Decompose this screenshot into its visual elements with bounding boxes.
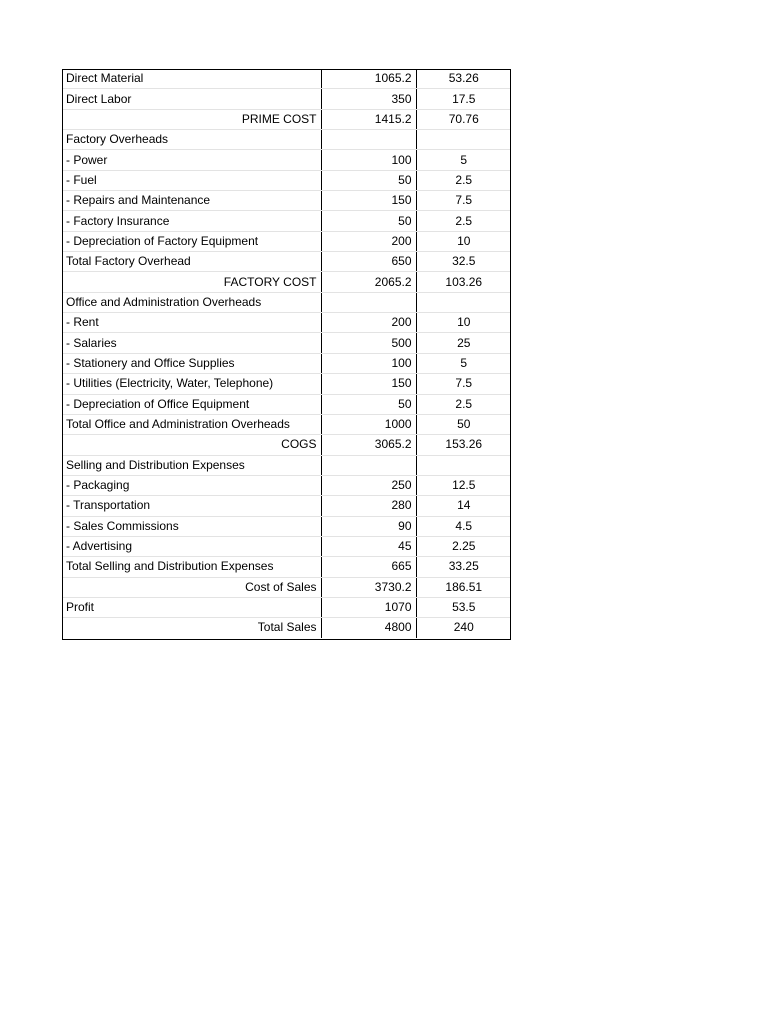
row-per-unit-cell: 53.26 bbox=[416, 69, 511, 89]
row-label-cell: Selling and Distribution Expenses bbox=[62, 455, 321, 475]
row-amount-cell: 45 bbox=[321, 536, 416, 556]
row-amount-cell: 90 bbox=[321, 516, 416, 536]
table-row bbox=[62, 618, 511, 638]
table-row bbox=[62, 211, 511, 231]
row-amount-cell: 250 bbox=[321, 475, 416, 495]
table-row bbox=[62, 109, 511, 129]
row-per-unit-cell: 7.5 bbox=[416, 374, 511, 394]
table-row bbox=[62, 577, 511, 597]
table-row bbox=[62, 130, 511, 150]
row-label-cell: - Advertising bbox=[62, 536, 321, 556]
row-amount-cell: 2065.2 bbox=[321, 272, 416, 292]
row-per-unit-cell: 5 bbox=[416, 150, 511, 170]
row-per-unit-cell: 2.5 bbox=[416, 170, 511, 190]
table-row bbox=[62, 89, 511, 109]
row-amount-cell: 50 bbox=[321, 170, 416, 190]
row-per-unit-cell: 70.76 bbox=[416, 109, 511, 129]
table-row bbox=[62, 435, 511, 455]
row-per-unit-cell: 153.26 bbox=[416, 435, 511, 455]
row-per-unit-cell: 33.25 bbox=[416, 557, 511, 577]
row-per-unit-cell: 12.5 bbox=[416, 475, 511, 495]
row-amount-cell bbox=[321, 455, 416, 475]
row-per-unit-cell: 103.26 bbox=[416, 272, 511, 292]
row-amount-cell: 150 bbox=[321, 374, 416, 394]
row-per-unit-cell: 50 bbox=[416, 414, 511, 434]
table-row bbox=[62, 252, 511, 272]
row-label-cell: - Salaries bbox=[62, 333, 321, 353]
table-row bbox=[62, 170, 511, 190]
row-per-unit-cell: 53.5 bbox=[416, 597, 511, 617]
table-row bbox=[62, 475, 511, 495]
row-per-unit-cell bbox=[416, 292, 511, 312]
row-label-cell: - Rent bbox=[62, 313, 321, 333]
row-label-cell: - Repairs and Maintenance bbox=[62, 191, 321, 211]
row-label-cell: COGS bbox=[62, 435, 321, 455]
table-row bbox=[62, 191, 511, 211]
row-amount-cell: 280 bbox=[321, 496, 416, 516]
table-row bbox=[62, 353, 511, 373]
table-row bbox=[62, 313, 511, 333]
table-row bbox=[62, 292, 511, 312]
table-row bbox=[62, 150, 511, 170]
row-label-cell: - Sales Commissions bbox=[62, 516, 321, 536]
row-amount-cell: 50 bbox=[321, 394, 416, 414]
table-row bbox=[62, 455, 511, 475]
row-label-cell: - Fuel bbox=[62, 170, 321, 190]
row-label-cell: PRIME COST bbox=[62, 109, 321, 129]
row-per-unit-cell: 5 bbox=[416, 353, 511, 373]
row-amount-cell: 150 bbox=[321, 191, 416, 211]
table-row bbox=[62, 374, 511, 394]
row-amount-cell: 1000 bbox=[321, 414, 416, 434]
row-per-unit-cell: 32.5 bbox=[416, 252, 511, 272]
row-amount-cell: 50 bbox=[321, 211, 416, 231]
row-label-cell: - Depreciation of Office Equipment bbox=[62, 394, 321, 414]
row-amount-cell: 500 bbox=[321, 333, 416, 353]
row-per-unit-cell: 10 bbox=[416, 231, 511, 251]
table-row bbox=[62, 536, 511, 556]
cost-sheet-table bbox=[62, 69, 511, 638]
row-label-cell: Profit bbox=[62, 597, 321, 617]
row-label-cell: - Depreciation of Factory Equipment bbox=[62, 231, 321, 251]
table-row bbox=[62, 414, 511, 434]
row-label-cell: Factory Overheads bbox=[62, 130, 321, 150]
table-row bbox=[62, 516, 511, 536]
row-label-cell: Total Selling and Distribution Expenses bbox=[62, 557, 321, 577]
row-per-unit-cell: 4.5 bbox=[416, 516, 511, 536]
cost-sheet-body bbox=[62, 69, 511, 638]
row-label-cell: Direct Material bbox=[62, 69, 321, 89]
row-amount-cell: 3065.2 bbox=[321, 435, 416, 455]
row-label-cell: Total Office and Administration Overheads bbox=[62, 414, 321, 434]
row-amount-cell: 1070 bbox=[321, 597, 416, 617]
table-row bbox=[62, 333, 511, 353]
row-per-unit-cell: 10 bbox=[416, 313, 511, 333]
row-amount-cell: 3730.2 bbox=[321, 577, 416, 597]
row-per-unit-cell bbox=[416, 130, 511, 150]
row-amount-cell: 100 bbox=[321, 150, 416, 170]
row-label-cell: Office and Administration Overheads bbox=[62, 292, 321, 312]
row-per-unit-cell: 14 bbox=[416, 496, 511, 516]
row-label-cell: - Transportation bbox=[62, 496, 321, 516]
row-label-cell: Cost of Sales bbox=[62, 577, 321, 597]
table-row bbox=[62, 69, 511, 89]
table-row bbox=[62, 394, 511, 414]
row-amount-cell: 350 bbox=[321, 89, 416, 109]
row-per-unit-cell: 186.51 bbox=[416, 577, 511, 597]
row-label-cell: Direct Labor bbox=[62, 89, 321, 109]
row-label-cell: - Utilities (Electricity, Water, Telephone) bbox=[62, 374, 321, 394]
row-per-unit-cell bbox=[416, 455, 511, 475]
row-label-cell: - Factory Insurance bbox=[62, 211, 321, 231]
row-per-unit-cell: 17.5 bbox=[416, 89, 511, 109]
row-amount-cell: 665 bbox=[321, 557, 416, 577]
row-per-unit-cell: 240 bbox=[416, 618, 511, 638]
row-per-unit-cell: 2.25 bbox=[416, 536, 511, 556]
row-per-unit-cell: 2.5 bbox=[416, 211, 511, 231]
table-row bbox=[62, 597, 511, 617]
row-amount-cell: 100 bbox=[321, 353, 416, 373]
row-per-unit-cell: 7.5 bbox=[416, 191, 511, 211]
row-amount-cell bbox=[321, 130, 416, 150]
table-row bbox=[62, 496, 511, 516]
row-label-cell: - Packaging bbox=[62, 475, 321, 495]
table-row bbox=[62, 557, 511, 577]
row-per-unit-cell: 2.5 bbox=[416, 394, 511, 414]
table-row bbox=[62, 272, 511, 292]
table-row bbox=[62, 231, 511, 251]
row-label-cell: Total Sales bbox=[257, 620, 317, 635]
row-amount-cell: 1065.2 bbox=[321, 69, 416, 89]
row-label-cell: - Stationery and Office Supplies bbox=[62, 353, 321, 373]
row-label-cell: Total Factory Overhead bbox=[62, 252, 321, 272]
row-amount-cell bbox=[321, 292, 416, 312]
row-amount-cell: 1415.2 bbox=[321, 109, 416, 129]
row-amount-cell: 200 bbox=[321, 231, 416, 251]
row-amount-cell: 200 bbox=[321, 313, 416, 333]
row-amount-cell: 4800 bbox=[321, 618, 416, 638]
row-label-cell: - Power bbox=[62, 150, 321, 170]
row-per-unit-cell: 25 bbox=[416, 333, 511, 353]
row-amount-cell: 650 bbox=[321, 252, 416, 272]
row-label-cell: FACTORY COST bbox=[62, 272, 321, 292]
